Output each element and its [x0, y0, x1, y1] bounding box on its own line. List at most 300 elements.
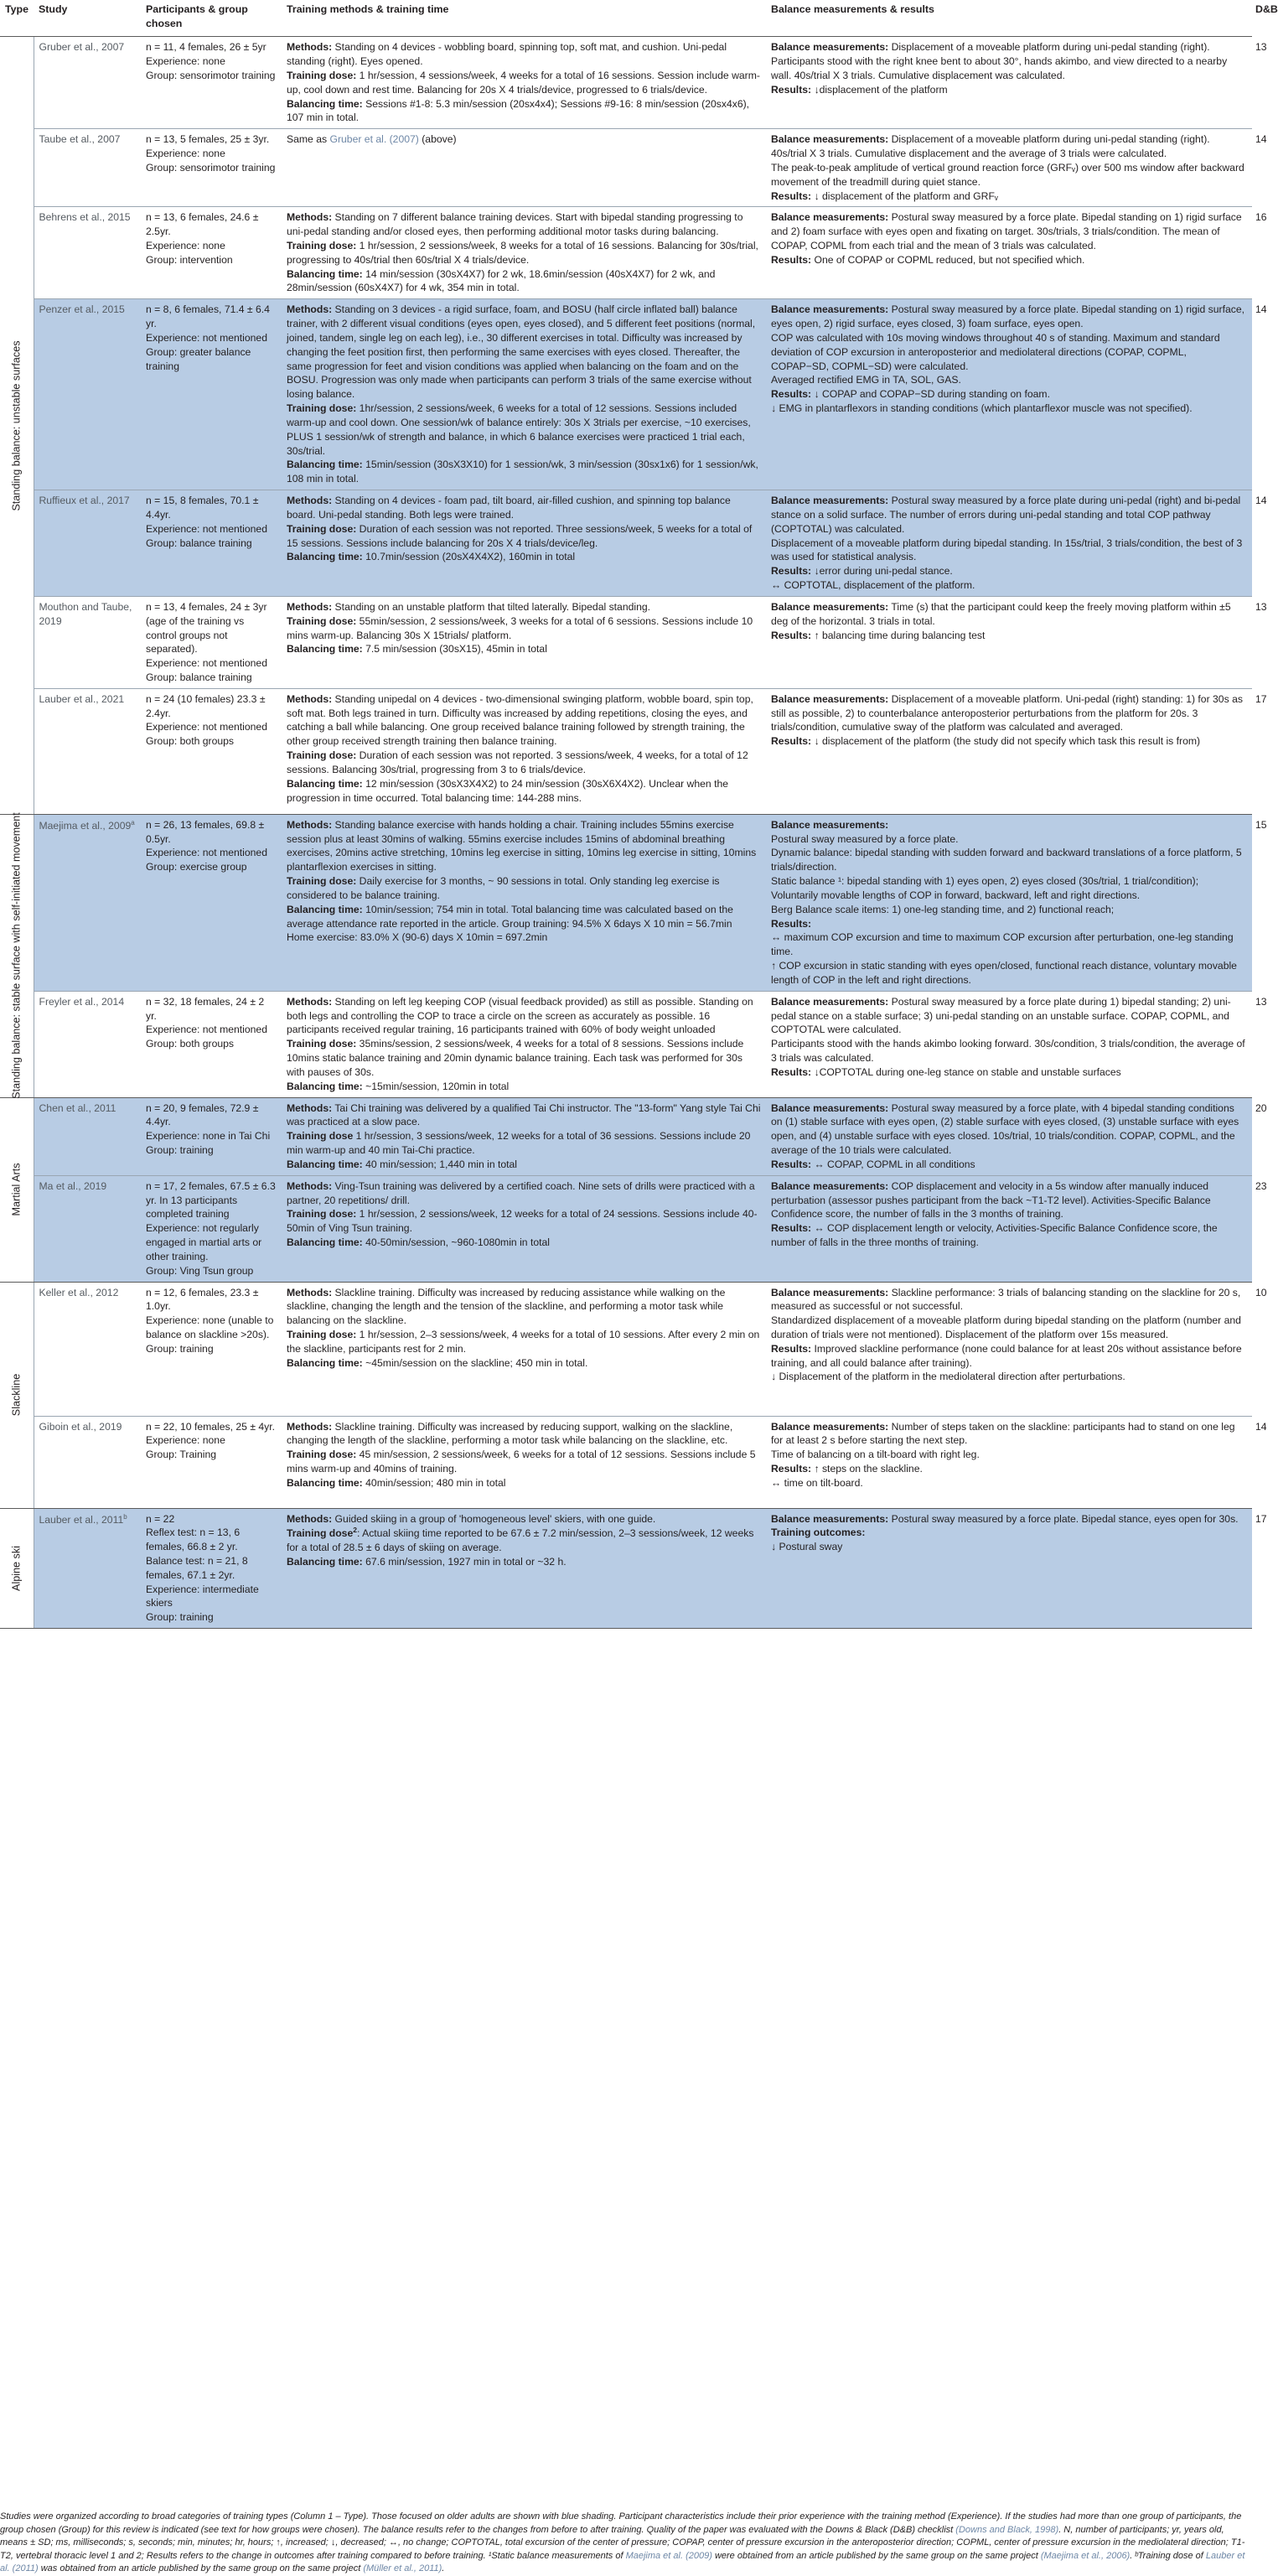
- participants-cell: [141, 299, 282, 490]
- results-label: Results:: [771, 1342, 812, 1355]
- study-cell: [34, 814, 141, 991]
- table-row: [0, 688, 1252, 814]
- participants-n: n = 24 (10 females) 23.3 ± 2.4yr.: [146, 692, 266, 719]
- participants-group: Group: sensorimotor training: [146, 161, 276, 174]
- participants-cell: [141, 1175, 282, 1282]
- measurement-text: Postural sway measured by a force plate during uni-pedal (right) and bi-pedal stance on a solid surface. The number of errors during uni-pedal standing and total COP pathway (COPTOTAL) was calculated.: [771, 495, 1241, 535]
- measurement-label: Balance measurements:: [771, 133, 889, 146]
- balance-cell: [766, 1416, 1250, 1508]
- participants-n: n = 13, 4 females, 24 ± 3yr (age of the training vs control groups not separated).: [146, 600, 267, 656]
- table-row-older-adults: [0, 1097, 1252, 1175]
- participants-experience: Experience: intermediate skiers: [146, 1583, 259, 1609]
- participants-group: Group: training: [146, 1144, 214, 1157]
- header-type: Type: [0, 0, 34, 37]
- header-training: Training methods & training time: [282, 0, 766, 37]
- time-text: 12 min/session (30sX3X4X2) to 24 min/session (30sX6X4X2). Unclear when the progression in time occurred. Total balancing time: 144-288 mins.: [287, 777, 729, 804]
- time-text: ~45min/session on the slackline; 450 min in total.: [362, 1356, 588, 1369]
- training-cell: [282, 814, 766, 991]
- participants-group: Group: both groups: [146, 1038, 235, 1050]
- study-cell: [34, 37, 141, 129]
- study-citation: Giboin et al., 2019: [39, 1420, 122, 1433]
- results-text: ↔ COP displacement length or velocity, Activities-Specific Balance Confidence score, the number of falls in the three months of training.: [771, 1222, 1218, 1249]
- citation-link[interactable]: Gruber et al. (2007): [329, 133, 419, 146]
- measurement-text: COP displacement and velocity in a 5s window after manually induced perturbation (assessor pushes participant from the back ~T1-T2 level). Activities-Specific Balance Confidence score, the number of falls in the 3 months of training.: [771, 1179, 1211, 1221]
- methods-label: Methods:: [287, 1179, 333, 1192]
- db-score: 17: [1250, 688, 1252, 814]
- training-suffix: (above): [418, 133, 457, 146]
- dose-text: 1 hr/session, 2 sessions/week, 12 weeks for a total of 24 sessions. Sessions include 40-50min of Ving Tsun training.: [287, 1208, 758, 1235]
- dose-text: 1 hr/session, 2–3 sessions/week, 4 weeks for a total of 10 sessions. After every 2 min on the slackline, participants rest for 2 min.: [287, 1328, 760, 1355]
- time-text: ~15min/session, 120min in total: [362, 1080, 510, 1092]
- dose-label: Training dose:: [287, 875, 357, 888]
- training-cell: [282, 1508, 766, 1629]
- participants-n: n = 15, 8 females, 70.1 ± 4.4yr.: [146, 495, 259, 521]
- dose-text: 1hr/session, 2 sessions/week, 6 weeks for a total of 12 sessions. Sessions included warm-up and cool down. One session/wk of balance entirely: 30s X 3trials per exercise, ~10 exercises, PLUS 1 session/wk of strength and balance, in which 6 balance exercises were practiced 1 trial each, 30s/trial.: [287, 402, 751, 457]
- time-label: Balancing time:: [287, 459, 363, 471]
- time-label: Balancing time:: [287, 1356, 363, 1369]
- table-row: [0, 991, 1252, 1097]
- type-label-slackline: Slackline: [10, 1373, 23, 1417]
- methods-label: Methods:: [287, 495, 333, 507]
- study-footnote-mark: a: [131, 818, 135, 827]
- participants-group: Group: sensorimotor training: [146, 69, 276, 81]
- results-text-2: ↔ COPTOTAL, displacement of the platform.: [771, 579, 975, 592]
- study-cell: [34, 299, 141, 490]
- db-score: 14: [1250, 129, 1252, 207]
- participants-cell: [141, 814, 282, 991]
- time-text: 10min/session; 754 min in total. Total balancing time was calculated based on the average attendance rate reported in the article. Group training: 94.5% X 6days X 10 min = 56.7min Home exercise: 83.0% X (90-6) days X 10min = 697.2min: [287, 903, 733, 944]
- methods-label: Methods:: [287, 1101, 333, 1114]
- measurement-text-2: COP was calculated with 10s moving windows throughout 40 s of standing. Maximum and standard deviation of COP excursion in anteroposterior and mediolateral directions (COPAP, COPML, COPAP−SD, COPML−SD) were calculated.: [771, 331, 1220, 372]
- measurement-text: Postural sway measured by a force plate. Bipedal standing on 1) rigid surface and 2) foam surface with eyes open and fixating on target. 30s/trials, 3 trials/condition. The mean of COPAP, COPML from each trial and the mean of 3 trials was calculated.: [771, 211, 1242, 251]
- type-cell-alpine: [0, 1508, 34, 1629]
- db-score: 13: [1250, 37, 1252, 129]
- table-row: [0, 1282, 1252, 1416]
- participants-experience: Experience: not mentioned: [146, 657, 267, 670]
- study-citation: Mouthon and Taube, 2019: [39, 600, 132, 627]
- measurement-text-3: Static balance ¹: bipedal standing with 1) eyes open, 2) eyes closed (30s/trial, 1 trial/condition); Voluntarily movable lengths of COP in forward, backward, left and right directions.: [771, 875, 1199, 901]
- study-citation: Lauber et al., 2021: [39, 692, 125, 705]
- balance-cell: [766, 1097, 1250, 1175]
- db-score: 14: [1250, 490, 1252, 597]
- methods-text: Standing on 4 devices - wobbling board, spinning top, soft mat, and cushion. Uni-pedal standing (right). Eyes opened.: [287, 41, 727, 68]
- participants-cell: [141, 1282, 282, 1416]
- table-row: [0, 1416, 1252, 1508]
- dose-label: Training dose:: [287, 1328, 357, 1340]
- dose-label: Training dose: [287, 1130, 354, 1143]
- time-label: Balancing time:: [287, 1476, 363, 1489]
- header-db: D&B: [1250, 0, 1252, 37]
- footnote-text: were obtained from an article published by the same group on the same project: [711, 2550, 1041, 2561]
- participants-experience: Experience: none: [146, 239, 225, 251]
- methods-text: Standing balance exercise with hands holding a chair. Training includes 55mins exercise session plus at least 30mins of walking. 55mins exercise includes 15mins of abdominal breathing exercises, 20mins active stretching, 10mins leg exercise in sitting, 10mins leg exercise in sitting, 10mins plantarflexion exercises in sitting.: [287, 818, 757, 873]
- study-citation: Maejima et al., 2009: [39, 819, 132, 832]
- participants-n: n = 13, 5 females, 25 ± 3yr.: [146, 133, 270, 146]
- dose-label: Training dose:: [287, 1449, 357, 1461]
- dose-label: Training dose:: [287, 1038, 357, 1050]
- time-label: Balancing time:: [287, 1556, 363, 1568]
- balance-cell: [766, 991, 1250, 1097]
- measurement-label: Balance measurements:: [771, 600, 889, 613]
- db-score: 17: [1250, 1508, 1252, 1629]
- results-label: Training outcomes:: [771, 1526, 866, 1539]
- participants-n: n = 20, 9 females, 72.9 ± 4.4yr.: [146, 1101, 259, 1128]
- results-text-2: ↓ Postural sway: [771, 1541, 843, 1553]
- table-header-row: [0, 0, 1252, 37]
- header-balance: Balance measurements & results: [766, 0, 1250, 37]
- training-cell: [282, 299, 766, 490]
- dose-text: 1 hr/session, 2 sessions/week, 8 weeks for a total of 16 sessions. Balancing for 30s/trial, progressing to 40s/trial then 60s/trial X 4 trials/device.: [287, 239, 758, 266]
- header-study: Study: [34, 0, 141, 37]
- dose-text: Duration of each session was not reported. Three sessions/week, 5 weeks for a total of 15 sessions. Sessions include balancing for 20s X 4 trials/device/leg.: [287, 522, 753, 549]
- measurement-label: Balance measurements:: [771, 995, 889, 1008]
- footnote-text: Studies were organized according to broad categories of training types (Column 1 – Type). Those focused on older adults are shown with blue shading. Participant characteristics include their prior experience with the training method (Experience). If the studies had more than one group of participants, the group chosen (Group) for this review is indicated (see text for how groups were chosen). The balance results refer to the changes from before to after training. Quality of the paper was evaluated with the Downs & Black (D&B) checklist: [0, 2511, 1242, 2535]
- study-cell: [34, 596, 141, 688]
- dose-label: Training dose:: [287, 69, 357, 81]
- results-text-2: ↔ time on tilt-board.: [771, 1476, 863, 1489]
- participants-cell: [141, 1416, 282, 1508]
- balance-cell: [766, 1508, 1250, 1629]
- results-text: Improved slackline performance (none could balance for at least 20s without assistance before training, and all could balance after training).: [771, 1342, 1242, 1369]
- measurement-text-2: Dynamic balance: bipedal standing with sudden forward and backward translations of a force platform, 5 trials/direction.: [771, 847, 1242, 873]
- participants-n: n = 22: [146, 1512, 175, 1525]
- measurement-label: Balance measurements:: [771, 1420, 889, 1433]
- study-cell: [34, 1097, 141, 1175]
- participants-experience: Experience: none (unable to balance on slackline >20s).: [146, 1314, 274, 1340]
- training-cell: [282, 991, 766, 1097]
- balance-cell: [766, 299, 1250, 490]
- measurement-text: Postural sway measured by a force plate.: [771, 832, 959, 845]
- type-cell-slackline: [0, 1282, 34, 1508]
- training-cell: [282, 207, 766, 299]
- results-text-2: ↓ Displacement of the platform in the mediolateral direction after perturbations.: [771, 1371, 1125, 1383]
- type-cell-stable: [0, 814, 34, 1097]
- study-citation: Ma et al., 2019: [39, 1179, 107, 1192]
- footnote-citation-link[interactable]: (Müller et al., 2011): [363, 2563, 442, 2574]
- db-score: 16: [1250, 207, 1252, 299]
- results-label: Results:: [771, 253, 812, 266]
- results-label: Results:: [771, 735, 812, 748]
- methods-text: Ving-Tsun training was delivered by a certified coach. Nine sets of drills were practiced with a partner, 20 repetitions/ drill.: [287, 1179, 755, 1206]
- dose-label: Training dose: [287, 1527, 354, 1540]
- table-row: [0, 207, 1252, 299]
- results-text-3: ↑ COP excursion in static standing with eyes open/closed, functional reach distance, voluntary movable length of COP in the left and right directions.: [771, 960, 1237, 986]
- training-cell: [282, 1416, 766, 1508]
- table-row: [0, 596, 1252, 688]
- participants-group: Group: training: [146, 1342, 214, 1355]
- results-label: Results:: [771, 1065, 812, 1078]
- footnote-citation-link[interactable]: (Maejima et al., 2006): [1040, 2550, 1131, 2561]
- participants-experience: Experience: not mentioned: [146, 847, 267, 859]
- participants-cell: [141, 207, 282, 299]
- results-text: ↓ displacement of the platform and GRFᵥ: [811, 189, 998, 202]
- measurement-text-3: Averaged rectified EMG in TA, SOL, GAS.: [771, 374, 961, 386]
- table-row: [0, 37, 1252, 129]
- participants-group: Group: training: [146, 1611, 214, 1624]
- participants-n: n = 11, 4 females, 26 ± 5yr: [146, 41, 266, 54]
- dose-text: Daily exercise for 3 months, ~ 90 sessions in total. Only standing leg exercise is considered to be balance training.: [287, 875, 720, 901]
- participants-cell: [141, 688, 282, 814]
- participants-n: n = 13, 6 females, 24.6 ± 2.5yr.: [146, 211, 259, 238]
- measurement-text-2: Time of balancing on a tilt-board with right leg.: [771, 1449, 980, 1461]
- balance-cell: [766, 37, 1250, 129]
- measurement-text: Postural sway measured by a force plate, with 4 bipedal standing conditions on (1) stable surface with eyes open, (2) stable surface with eyes closed, (3) unstable surface with eyes open, and (4) unstable surface with eyes closed. 10s/trial, 10 trials/condition. COPAP, COPML, and the average of the 10 trials were calculated.: [771, 1101, 1239, 1157]
- dose-label: Training dose:: [287, 522, 357, 535]
- balance-cell: [766, 490, 1250, 597]
- results-label: Results:: [771, 917, 812, 930]
- time-label: Balancing time:: [287, 1080, 363, 1092]
- time-label: Balancing time:: [287, 903, 363, 915]
- measurement-text-2: Standardized displacement of a moveable platform during bipedal standing on the platform (number and duration of trials were not mentioned). Displacement of the platform over 15s measured.: [771, 1314, 1241, 1340]
- footnote-text: . ᵇTraining dose of: [1130, 2550, 1206, 2561]
- footnote-citation-link[interactable]: Lauber et al. (2011): [0, 2550, 1245, 2574]
- methods-label: Methods:: [287, 818, 333, 831]
- methods-text: Standing on left leg keeping COP (visual feedback provided) as still as possible. Standing on both legs and controlling the COP to trace a circle on the screen as accurately as possible. 16 participants received regular training, 16 participants trained with 60% of body weight unloaded: [287, 995, 753, 1036]
- measurement-text-2: Participants stood with the hands akimbo looking forward. 30s/condition, 3 trials/condition, the average of 3 trials was calculated.: [771, 1038, 1245, 1065]
- footnote-citation-link[interactable]: (Downs and Black, 1998): [955, 2524, 1059, 2535]
- dose-label: Training dose:: [287, 402, 357, 415]
- results-text-2: ↔ maximum COP excursion and time to maximum COP excursion after perturbation, one-leg standing time.: [771, 931, 1234, 958]
- time-text: 67.6 min/session, 1927 min in total or ~32 h.: [362, 1556, 567, 1568]
- results-label: Results:: [771, 388, 812, 401]
- measurement-label: Balance measurements:: [771, 1512, 889, 1525]
- participants-n: n = 32, 18 females, 24 ± 2 yr.: [146, 995, 265, 1022]
- balance-cell: [766, 688, 1250, 814]
- results-label: Results:: [771, 565, 812, 578]
- methods-text: Standing on 4 devices - foam pad, tilt board, air-filled cushion, and spinning top balance board. Uni-pedal standing. Both legs were trained.: [287, 495, 731, 521]
- measurement-text: Displacement of a moveable platform during uni-pedal standing (right). 40s/trial X 3 trials. Cumulative displacement and the average of 3 trials were calculated.: [771, 133, 1210, 160]
- training-cell: [282, 1282, 766, 1416]
- balance-cell: [766, 129, 1250, 207]
- study-cell: [34, 1175, 141, 1282]
- time-text: 15min/session (30sX3X10) for 1 session/wk, 3 min/session (30sx1x6) for 1 session/wk, 108 min in total.: [287, 459, 758, 485]
- type-label-unstable: Standing balance: unstable surfaces: [10, 339, 23, 511]
- participants-cell: [141, 1508, 282, 1629]
- methods-label: Methods:: [287, 600, 333, 613]
- dose-label: Training dose:: [287, 749, 357, 762]
- participants-experience: Experience: none: [146, 148, 225, 160]
- db-score: 10: [1250, 1282, 1252, 1416]
- participants-n: n = 8, 6 females, 71.4 ± 6.4 yr.: [146, 303, 270, 330]
- participants-group: Group: exercise group: [146, 861, 247, 873]
- participants-group: Group: Training: [146, 1449, 217, 1461]
- dose-label: Training dose:: [287, 1208, 357, 1221]
- table-row-older-adults: [0, 814, 1252, 991]
- training-cell: [282, 688, 766, 814]
- study-cell: [34, 1282, 141, 1416]
- dose-text: 55min/session, 2 sessions/week, 3 weeks for a total of 6 sessions. Sessions include 10 mins warm-up. Balancing 30s X 15trials/ platform.: [287, 614, 753, 641]
- methods-text: Tai Chi training was delivered by a qualified Tai Chi instructor. The "13-form" Yang style Tai Chi was practiced at a slow pace.: [287, 1101, 761, 1128]
- methods-text: Standing on 3 devices - a rigid surface, foam, and BOSU (half circle inflated ball) balance trainer, with 2 different visual conditions (eyes open, eyes closed), and 5 different feet positions (normal, joined, tandem, single leg on each leg), i.e., 30 different exercises in total. Difficulty was increased by changing the feet position first, then performing the same exercises with eyes closed. Thereafter, the same progression for feet and vision conditions was applied when balancing on the foam and on the BOSU. Progression was only made when participants can perform 3 trials of the same exercise without losing balance.: [287, 303, 756, 401]
- results-label: Results:: [771, 629, 812, 641]
- measurement-text: Displacement of a moveable platform during uni-pedal standing (right). Participants stood with the right knee bent to about 30°, hands akimbo, and view directed to a nearby wall. 40s/trial X 3 trials. Cumulative displacement was calculated.: [771, 41, 1228, 81]
- participants-group: Group: intervention: [146, 253, 233, 266]
- header-participants: Participants & group chosen: [141, 0, 282, 37]
- table-row-older-adults: [0, 1175, 1252, 1282]
- db-score: 13: [1250, 991, 1252, 1097]
- time-label: Balancing time:: [287, 777, 363, 790]
- measurement-label: Balance measurements:: [771, 692, 889, 705]
- type-label-stable: Standing balance: stable surface with self-initiated movement: [10, 812, 23, 1099]
- results-text: One of COPAP or COPML reduced, but not specified which.: [811, 253, 1085, 266]
- participants-experience: Experience: none: [146, 55, 225, 68]
- study-citation: Penzer et al., 2015: [39, 303, 125, 316]
- measurement-label: Balance measurements:: [771, 818, 889, 831]
- study-citation: Chen et al., 2011: [39, 1101, 116, 1114]
- results-text-2: ↓ EMG in plantarflexors in standing conditions (which plantarflexor muscle was not specified).: [771, 402, 1193, 415]
- training-cell: [282, 129, 766, 207]
- participants-cell: [141, 991, 282, 1097]
- time-text: 7.5 min/session (30sX15), 45min in total: [362, 643, 547, 656]
- time-text: 40min/session; 480 min in total: [362, 1476, 506, 1489]
- time-label: Balancing time:: [287, 97, 363, 110]
- participants-balance: Balance test: n = 21, 8 females, 67.1 ± 2yr.: [146, 1554, 248, 1581]
- participants-experience: Experience: not mentioned: [146, 721, 267, 733]
- measurement-label: Balance measurements:: [771, 1286, 889, 1298]
- methods-text: Standing on 7 different balance training devices. Start with bipedal standing progressing to uni-pedal standing and/or closed eyes, then performing additional motor tasks during balancing.: [287, 211, 743, 238]
- footnote-text: . N, number of participants; yr, years old, means ± SD; ms, milliseconds; s, seconds; min, minutes; hr, hours; ↑, increased; ↓, decreased; ↔, no change; COPTOTAL, total excursion of the center of pressure; COPAP, center of pressure excursion in the anteroposterior direction; COPML, center of pressure excursion in the mediolateral direction; T1-T2, vertebral thoracic level 1 and 2; Results refers to the change in outcomes after training compared to before training. ¹Static balance measurements of: [0, 2524, 1245, 2561]
- methods-label: Methods:: [287, 303, 333, 316]
- study-cell: [34, 991, 141, 1097]
- methods-text: Standing unipedal on 4 devices - two-dimensional swinging platform, wobble board, spin top, soft mat. Both legs trained in turn. Difficulty was increased by adding repetitions, closing the eyes, and catching a ball while balancing. One group received balance training followed by strength training, the other group received strength training then balance training.: [287, 692, 753, 748]
- study-footnote-mark: b: [123, 1512, 127, 1521]
- methods-text: Slackline training. Difficulty was increased by reducing assistance while walking on the slackline, changing the length and the tension of the slackline, and performing a motor task while balancing on the slackline.: [287, 1286, 726, 1327]
- db-score: 14: [1250, 1416, 1252, 1508]
- footnote-text: was obtained from an article published by the same group on the same project: [38, 2563, 364, 2574]
- participants-n: n = 17, 2 females, 67.5 ± 6.3 yr. In 13 participants completed training: [146, 1179, 276, 1221]
- dose-text: Duration of each session was not reported. 3 sessions/week, 4 weeks, for a total of 12 sessions. Balancing 30s/trial, progressing from 3 to 6 trials/device.: [287, 749, 748, 775]
- measurement-label: Balance measurements:: [771, 303, 889, 316]
- methods-label: Methods:: [287, 41, 333, 54]
- study-cell: [34, 207, 141, 299]
- methods-label: Methods:: [287, 1512, 333, 1525]
- type-label-martial: Martial Arts: [10, 1163, 23, 1216]
- training-cell: [282, 596, 766, 688]
- results-text: ↓ displacement of the platform (the study did not specify which task this result is from): [811, 735, 1201, 748]
- results-label: Results:: [771, 189, 812, 202]
- participants-group: Group: balance training: [146, 671, 252, 683]
- dose-label: Training dose:: [287, 614, 357, 627]
- participants-experience: Experience: not mentioned: [146, 522, 267, 535]
- table-row-older-adults: [0, 1508, 1252, 1629]
- measurement-text: Number of steps taken on the slackline: participants had to stand on one leg for at least 2 s before starting the next step.: [771, 1420, 1235, 1447]
- study-citation: Freyler et al., 2014: [39, 995, 125, 1008]
- results-label: Results:: [771, 83, 812, 96]
- study-cell: [34, 1508, 141, 1629]
- measurement-label: Balance measurements:: [771, 495, 889, 507]
- balance-cell: [766, 1282, 1250, 1416]
- results-label: Results:: [771, 1158, 812, 1170]
- training-cell: [282, 1097, 766, 1175]
- time-text: 40-50min/session, ~960-1080min in total: [362, 1236, 550, 1249]
- results-text: ↓error during uni-pedal stance.: [811, 565, 953, 578]
- type-label-alpine: Alpine ski: [10, 1545, 23, 1591]
- methods-label: Methods:: [287, 692, 333, 705]
- results-text: ↑ steps on the slackline.: [811, 1462, 923, 1475]
- measurement-text-2: The peak-to-peak amplitude of vertical ground reaction force (GRFᵥ) over 500 ms window after backward movement of the treadmill during quiet stance.: [771, 161, 1244, 188]
- participants-cell: [141, 596, 282, 688]
- measurement-text-4: Berg Balance scale items: 1) one-leg standing time, and 2) functional reach;: [771, 903, 1115, 915]
- participants-group: Group: both groups: [146, 735, 235, 748]
- footnote-citation-link[interactable]: Maejima et al. (2009): [625, 2550, 712, 2561]
- db-score: 20: [1250, 1097, 1252, 1175]
- time-label: Balancing time:: [287, 643, 363, 656]
- db-score: 13: [1250, 596, 1252, 688]
- study-citation: Keller et al., 2012: [39, 1286, 119, 1298]
- dose-text: 1 hr/session, 4 sessions/week, 4 weeks for a total of 16 sessions. Session include warm-up, cool down and rest time. Balancing for 20s X 4 trials/device, progressed to 6 trials/device.: [287, 69, 760, 96]
- db-score: 14: [1250, 299, 1252, 490]
- measurement-text: Postural sway measured by a force plate. Bipedal stance, eyes open for 30s.: [888, 1512, 1239, 1525]
- dose-footnote-mark: 2: [353, 1526, 357, 1535]
- study-cell: [34, 129, 141, 207]
- db-score: 23: [1250, 1175, 1252, 1282]
- participants-experience: Experience: none: [146, 1434, 225, 1447]
- table-footnote: [0, 2511, 1249, 2576]
- table-row: [0, 129, 1252, 207]
- dose-text: : Actual skiing time reported to be 67.6 ± 7.2 min/session, 2–3 sessions/week, 12 weeks for a total of 28.5 ± 6 days of skiing on average.: [287, 1527, 754, 1554]
- training-cell: [282, 1175, 766, 1282]
- methods-text: Guided skiing in a group of 'homogeneous level' skiers, with one guide.: [332, 1512, 656, 1525]
- balance-cell: [766, 207, 1250, 299]
- participants-cell: [141, 37, 282, 129]
- balance-cell: [766, 1175, 1250, 1282]
- time-label: Balancing time:: [287, 267, 363, 280]
- participants-group: Group: greater balance training: [146, 345, 251, 372]
- methods-text: Standing on an unstable platform that tilted laterally. Bipedal standing.: [332, 600, 651, 613]
- measurement-text-2: Displacement of a moveable platform during bipedal standing. In 15s/trial, 3 trials/condition, the best of 3 was used for statistical analysis.: [771, 536, 1243, 563]
- db-score: 15: [1250, 814, 1252, 991]
- time-text: 10.7min/session (20sX4X4X2), 160min in total: [362, 551, 576, 563]
- type-cell-unstable: [0, 37, 34, 815]
- results-text: ↔ COPAP, COPML in all conditions: [811, 1158, 975, 1170]
- participants-n: n = 22, 10 females, 25 ± 4yr.: [146, 1420, 276, 1433]
- time-label: Balancing time:: [287, 1236, 363, 1249]
- study-citation: Ruffieux et al., 2017: [39, 495, 130, 507]
- participants-experience: Experience: not regularly engaged in martial arts or other training.: [146, 1222, 262, 1262]
- training-prefix: Same as: [287, 133, 330, 146]
- participants-cell: [141, 490, 282, 597]
- table-row-older-adults: [0, 490, 1252, 597]
- measurement-text: Displacement of a moveable platform. Uni-pedal (right) standing: 1) for 30s as still as possible, 2) to counterbalance anteroposterior perturbations from the platform for 20s. 3 trials/condition, cumulative sway of the platform was calculated and averaged.: [771, 692, 1243, 733]
- results-text: ↓COPTOTAL during one-leg stance on stable and unstable surfaces: [811, 1065, 1121, 1078]
- time-label: Balancing time:: [287, 1158, 363, 1170]
- study-citation: Lauber et al., 2011: [39, 1513, 124, 1526]
- participants-experience: Experience: none in Tai Chi: [146, 1130, 271, 1143]
- methods-label: Methods:: [287, 1286, 333, 1298]
- study-cell: [34, 490, 141, 597]
- measurement-label: Balance measurements:: [771, 41, 889, 54]
- study-cell: [34, 688, 141, 814]
- methods-text: Slackline training. Difficulty was increased by reducing support, walking on the slackline, changing the length of the slackline, performing a motor task while balancing on the slackline, etc.: [287, 1420, 733, 1447]
- footnote-text: .: [442, 2563, 445, 2574]
- participants-n: n = 26, 13 females, 69.8 ± 0.5yr.: [146, 818, 265, 845]
- balance-cell: [766, 596, 1250, 688]
- time-text: 40 min/session; 1,440 min in total: [362, 1158, 518, 1170]
- methods-label: Methods:: [287, 211, 333, 224]
- measurement-text: Postural sway measured by a force plate. Bipedal standing on 1) rigid surface, eyes open, 2) rigid surface, eyes closed, 3) foam surface, eyes open.: [771, 303, 1244, 330]
- participants-n: n = 12, 6 females, 23.3 ± 1.0yr.: [146, 1286, 259, 1313]
- methods-label: Methods:: [287, 1420, 333, 1433]
- time-text: Sessions #1-8: 5.3 min/session (20sx4x4); Sessions #9-16: 8 min/session (20sx4x6), 107 min in total.: [287, 97, 750, 124]
- results-text: ↓displacement of the platform: [811, 83, 948, 96]
- study-cell: [34, 1416, 141, 1508]
- measurement-text: Time (s) that the participant could keep the freely moving platform within ±5 deg of the horizontal. 3 trials in total.: [771, 600, 1231, 627]
- table-row-older-adults: [0, 299, 1252, 490]
- study-citation: Taube et al., 2007: [39, 133, 121, 146]
- training-cell: [282, 490, 766, 597]
- dose-text: 35mins/session, 2 sessions/week, 4 weeks for a total of 8 sessions. Sessions include 10mins static balance training and 20min dynamic balance training. Each task was performed for 30s with pauses of 30s.: [287, 1038, 744, 1078]
- study-citation: Gruber et al., 2007: [39, 41, 125, 54]
